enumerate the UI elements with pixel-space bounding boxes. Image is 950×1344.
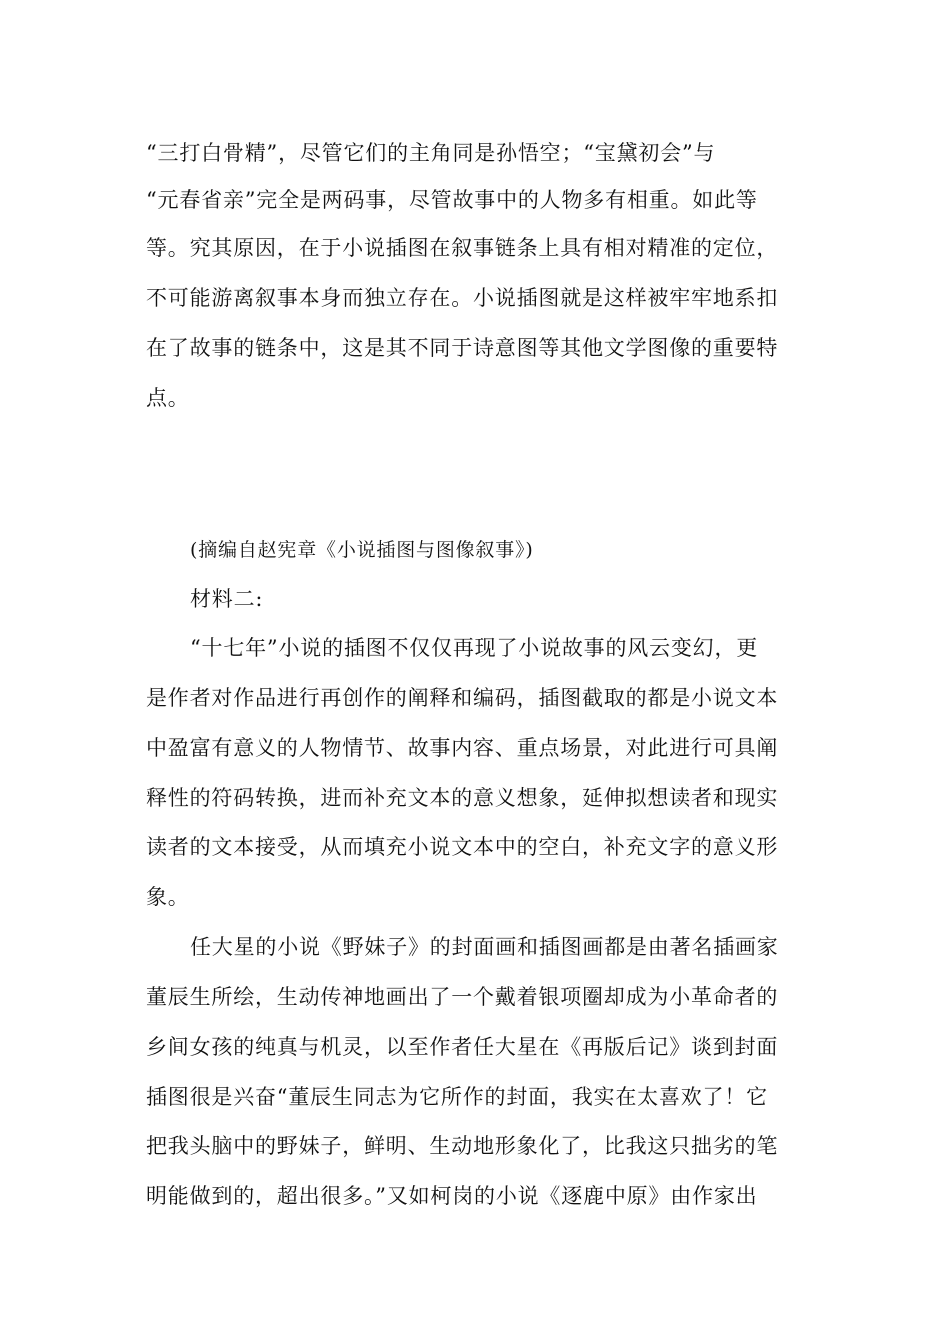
- para3-line: 任大星的小说《野妹子》的封面画和插图画都是由著名插画家: [190, 935, 779, 959]
- source-note: (摘编自赵宪章《小说插图与图像叙事》): [190, 539, 534, 561]
- material-heading: 材料二:: [190, 587, 264, 611]
- para2-line: “十七年”小说的插图不仅仅再现了小说故事的风云变幻，更: [190, 636, 759, 660]
- para2-line: 释性的符码转换，进而补充文本的意义想象，延伸拟想读者和现实: [146, 786, 779, 810]
- para3-line: 插图很是兴奋“董辰生同志为它所作的封面，我实在太喜欢了！它: [146, 1085, 768, 1109]
- para1-line: 不可能游离叙事本身而独立存在。小说插图就是这样被牢牢地系扣: [146, 286, 779, 310]
- para3-line: 乡间女孩的纯真与机灵，以至作者任大星在《再版后记》谈到封面: [146, 1035, 779, 1059]
- para1-line: 等。究其原因，在于小说插图在叙事链条上具有相对精准的定位，: [146, 236, 779, 260]
- para3-line: 董辰生所绘，生动传神地画出了一个戴着银项圈却成为小革命者的: [146, 985, 779, 1009]
- para1-line: 在了故事的链条中，这是其不同于诗意图等其他文学图像的重要特: [146, 336, 779, 360]
- para2-line: 读者的文本接受，从而填充小说文本中的空白，补充文字的意义形: [146, 835, 779, 859]
- para1-line: 点。: [146, 386, 190, 410]
- para2-line: 是作者对作品进行再创作的阐释和编码，插图截取的都是小说文本: [146, 686, 779, 710]
- para1-line: “元春省亲”完全是两码事，尽管故事中的人物多有相重。如此等: [146, 188, 758, 212]
- para3-line: 明能做到的，超出很多。”又如柯岗的小说《逐鹿中原》由作家出: [146, 1184, 758, 1208]
- para2-line: 中盈富有意义的人物情节、故事内容、重点场景，对此进行可具阐: [146, 736, 779, 760]
- para2-line: 象。: [146, 885, 190, 909]
- para3-line: 把我头脑中的野妹子，鲜明、生动地形象化了，比我这只拙劣的笔: [146, 1134, 779, 1158]
- para1-line: “三打白骨精”，尽管它们的主角同是孙悟空；“宝黛初会”与: [146, 141, 716, 165]
